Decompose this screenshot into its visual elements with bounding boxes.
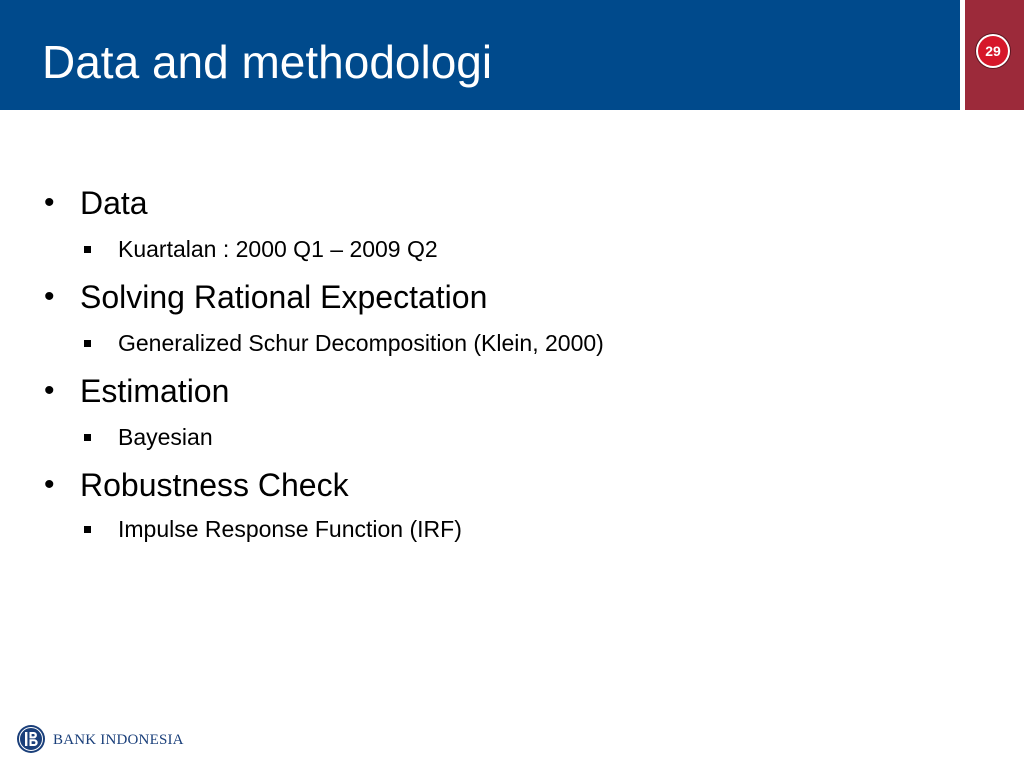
logo-text: BANK INDONESIA xyxy=(53,732,184,748)
sub-bullet-label: Impulse Response Function (IRF) xyxy=(118,516,462,542)
sub-bullet-label: Generalized Schur Decomposition (Klein, 2000) xyxy=(118,330,604,356)
bank-indonesia-logo xyxy=(16,722,216,758)
sub-bullet-label: Bayesian xyxy=(118,424,213,450)
bank-indonesia-emblem-icon xyxy=(16,724,46,754)
bullet-icon: • xyxy=(44,374,55,407)
bullet-icon: • xyxy=(44,280,55,313)
square-bullet-icon xyxy=(84,434,91,441)
bullet-label: Robustness Check xyxy=(80,467,349,503)
square-bullet-icon xyxy=(84,340,91,347)
sub-bullet-label: Kuartalan : 2000 Q1 – 2009 Q2 xyxy=(118,236,438,262)
bullet-label: Solving Rational Expectation xyxy=(80,279,488,315)
bullet-label: Estimation xyxy=(80,373,230,409)
bullet-icon: • xyxy=(44,186,55,219)
bullet-icon: • xyxy=(44,468,55,501)
square-bullet-icon xyxy=(84,526,91,533)
bullet-label: Data xyxy=(80,185,148,221)
square-bullet-icon xyxy=(84,246,91,253)
page-title: Data and methodologi xyxy=(42,36,493,88)
slide-number-badge: 29 xyxy=(978,36,1008,66)
